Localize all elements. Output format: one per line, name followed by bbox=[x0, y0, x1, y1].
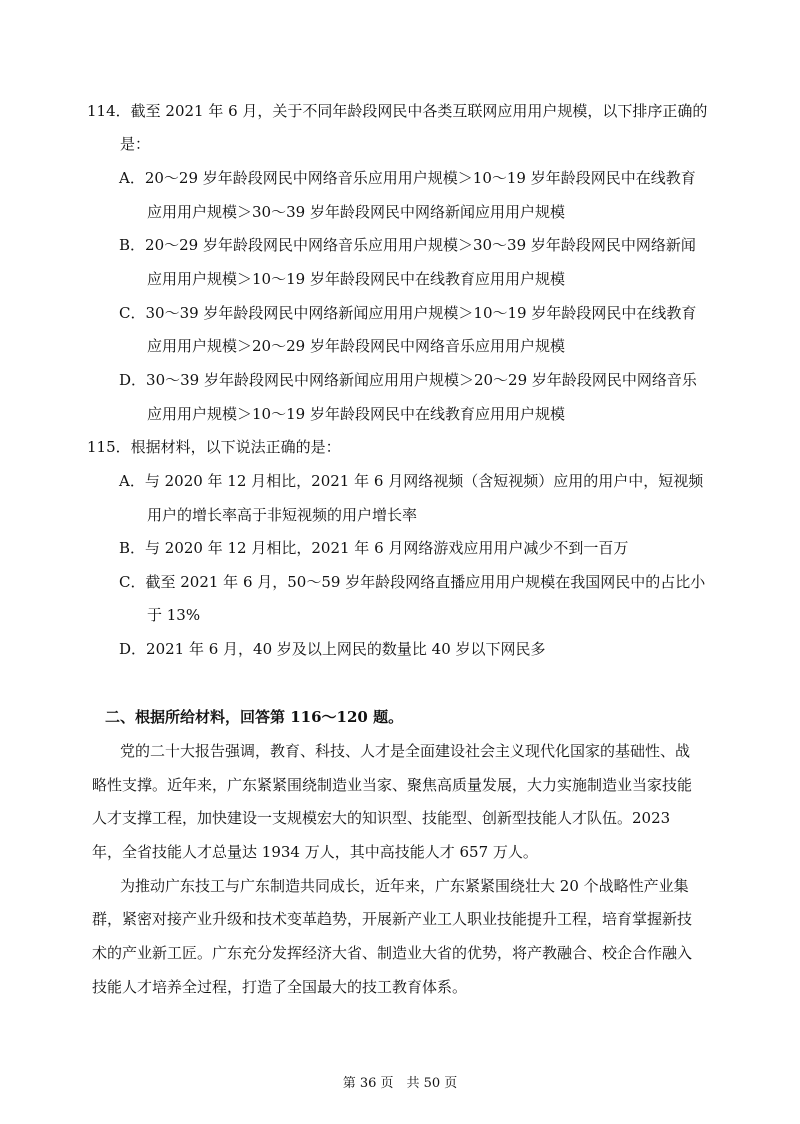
paragraph-1-line-3: 人才支撑工程，加快建设一支规模宏大的知识型、技能型、创新型技能人才队伍。2023 bbox=[92, 809, 671, 827]
question-115-line-1: 115．根据材料，以下说法正确的是： bbox=[87, 438, 341, 456]
paragraph-2-line-1: 为推动广东技工与广东制造共同成长，近年来，广东紧紧围绕壮大 20 个战略性产业集 bbox=[120, 877, 689, 895]
question-115-option-c-line-1: C．截至 2021 年 6 月，50～59 岁年龄段网络直播应用用户规模在我国网民中的占比小 bbox=[119, 573, 706, 591]
paragraph-1-line-4: 年，全省技能人才总量达 1934 万人，其中高技能人才 657 万人。 bbox=[92, 843, 538, 861]
question-114-line-1: 114．截至 2021 年 6 月，关于不同年龄段网民中各类互联网应用用户规模，以下排序正确的 bbox=[87, 102, 708, 120]
paragraph-2-line-2: 群，紧密对接产业升级和技术变革趋势，开展新产业工人职业技能提升工程，培育掌握新技 bbox=[92, 910, 693, 928]
paragraph-2-line-3: 术的产业新工匠。广东充分发挥经济大省、制造业大省的优势，将产教融合、校企合作融入 bbox=[92, 944, 693, 962]
question-115-option-d-line-1: D．2021 年 6 月，40 岁及以上网民的数量比 40 岁以下网民多 bbox=[119, 640, 546, 658]
question-114-option-c-line-1: C．30～39 岁年龄段网民中网络新闻应用用户规模＞10～19 岁年龄段网民中在线教育 bbox=[119, 304, 697, 322]
question-114-option-b-line-1: B．20～29 岁年龄段网民中网络音乐应用用户规模＞30～39 岁年龄段网民中网络新闻 bbox=[119, 236, 696, 254]
question-115-option-b-line-1: B．与 2020 年 12 月相比，2021 年 6 月网络游戏应用用户减少不到一百万 bbox=[119, 539, 629, 557]
question-114-line-2: 是： bbox=[120, 135, 151, 153]
section-heading: 二、根据所给材料，回答第 116～120 题。 bbox=[105, 708, 404, 726]
paragraph-1-line-1: 党的二十大报告强调，教育、科技、人才是全面建设社会主义现代化国家的基础性、战 bbox=[120, 742, 691, 760]
question-114-option-b-line-2: 应用用户规模＞10～19 岁年龄段网民中在线教育应用用户规模 bbox=[147, 270, 565, 288]
page-number-footer: 第 36 页 共 50 页 bbox=[342, 1076, 458, 1091]
question-114-option-d-line-1: D．30～39 岁年龄段网民中网络新闻应用用户规模＞20～29 岁年龄段网民中网络音乐 bbox=[119, 371, 697, 389]
paragraph-2-line-4: 技能人才培养全过程，打造了全国最大的技工教育体系。 bbox=[92, 978, 468, 996]
question-115-option-c-line-2: 于 13% bbox=[147, 606, 201, 624]
question-114-option-c-line-2: 应用用户规模＞20～29 岁年龄段网民中网络音乐应用用户规模 bbox=[147, 337, 565, 355]
question-115-option-a-line-1: A．与 2020 年 12 月相比，2021 年 6 月网络视频（含短视频）应用的用户中，短视频 bbox=[119, 472, 704, 490]
question-115-option-a-line-2: 用户的增长率高于非短视频的用户增长率 bbox=[147, 506, 418, 524]
question-114-option-a-line-1: A．20～29 岁年龄段网民中网络音乐应用用户规模＞10～19 岁年龄段网民中在线教育 bbox=[119, 169, 696, 187]
question-114-option-d-line-2: 应用用户规模＞10～19 岁年龄段网民中在线教育应用用户规模 bbox=[147, 405, 565, 423]
paragraph-1-line-2: 略性支撑。近年来，广东紧紧围绕制造业当家、聚焦高质量发展，大力实施制造业当家技能 bbox=[92, 776, 693, 794]
question-114-option-a-line-2: 应用用户规模＞30～39 岁年龄段网民中网络新闻应用用户规模 bbox=[147, 203, 565, 221]
